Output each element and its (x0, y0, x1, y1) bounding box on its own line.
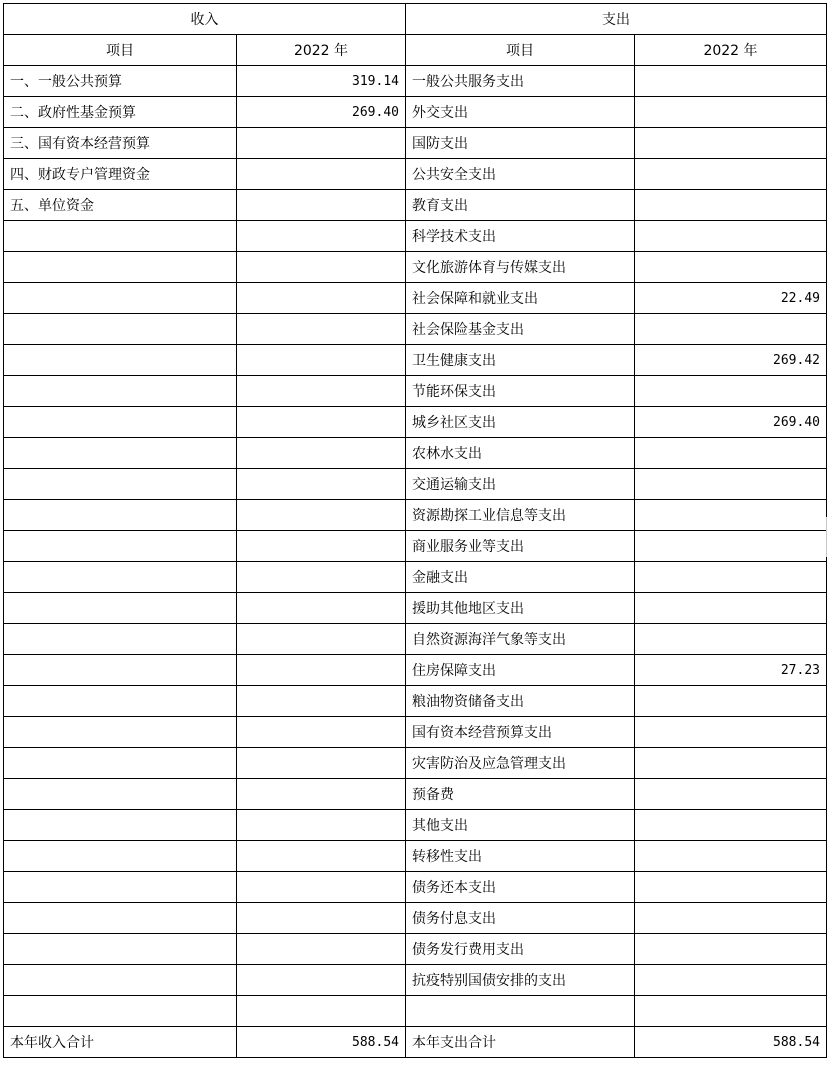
income-value-cell (237, 438, 406, 469)
table-row (4, 717, 827, 748)
totals-row (4, 1027, 827, 1058)
income-item-cell (4, 872, 237, 903)
income-year-header: 2022 年 (237, 35, 406, 66)
income-value-cell (237, 159, 406, 190)
expense-value-cell (635, 500, 827, 531)
income-value-cell (237, 965, 406, 996)
expense-value-cell: 22.49 (635, 283, 827, 314)
expense-value-cell (635, 748, 827, 779)
expense-value-cell (635, 872, 827, 903)
expense-item-header: 项目 (406, 35, 635, 66)
income-value-cell (237, 779, 406, 810)
income-value-cell (237, 810, 406, 841)
table-row (4, 841, 827, 872)
table-row (4, 314, 827, 345)
expense-item-cell: 其他支出 (406, 810, 635, 841)
income-value-cell (237, 345, 406, 376)
income-value-cell (237, 655, 406, 686)
expense-item-cell: 卫生健康支出 (406, 345, 635, 376)
budget-table (3, 3, 827, 1058)
expense-section-header: 支出 (406, 4, 827, 35)
expense-item-cell: 城乡社区支出 (406, 407, 635, 438)
expense-item-cell: 灾害防治及应急管理支出 (406, 748, 635, 779)
table-body (4, 66, 827, 1027)
income-item-cell (4, 314, 237, 345)
expense-item-cell: 债务还本支出 (406, 872, 635, 903)
expense-value-cell (635, 841, 827, 872)
income-value-cell: 269.40 (237, 97, 406, 128)
expense-item-cell: 教育支出 (406, 190, 635, 221)
expense-item-cell: 商业服务业等支出 (406, 531, 635, 562)
expense-item-cell: 资源勘探工业信息等支出 (406, 500, 635, 531)
expense-value-cell (635, 159, 827, 190)
table-row (4, 996, 827, 1027)
expense-item-cell: 社会保险基金支出 (406, 314, 635, 345)
expense-item-cell: 节能环保支出 (406, 376, 635, 407)
table-row (4, 593, 827, 624)
expense-value-cell (635, 314, 827, 345)
expense-item-cell: 科学技术支出 (406, 221, 635, 252)
income-value-cell (237, 872, 406, 903)
expense-value-cell (635, 593, 827, 624)
table-row (4, 376, 827, 407)
income-value-cell (237, 841, 406, 872)
income-value-cell (237, 252, 406, 283)
expense-item-cell: 援助其他地区支出 (406, 593, 635, 624)
income-item-cell (4, 252, 237, 283)
income-value-cell (237, 283, 406, 314)
income-value-cell (237, 221, 406, 252)
income-value-cell (237, 128, 406, 159)
income-value-cell (237, 469, 406, 500)
income-value-cell (237, 903, 406, 934)
expense-item-cell: 国有资本经营预算支出 (406, 717, 635, 748)
table-row (4, 686, 827, 717)
table-row (4, 872, 827, 903)
expense-value-cell (635, 934, 827, 965)
income-item-cell (4, 934, 237, 965)
expense-value-cell (635, 438, 827, 469)
expense-year-header: 2022 年 (635, 35, 827, 66)
income-value-cell (237, 748, 406, 779)
income-item-cell (4, 686, 237, 717)
expense-value-cell (635, 903, 827, 934)
expense-item-cell: 文化旅游体育与传媒支出 (406, 252, 635, 283)
expense-item-cell: 农林水支出 (406, 438, 635, 469)
table-row (4, 624, 827, 655)
income-item-cell (4, 531, 237, 562)
income-value-cell (237, 717, 406, 748)
expense-item-cell: 债务付息支出 (406, 903, 635, 934)
income-value-cell (237, 190, 406, 221)
table-row (4, 407, 827, 438)
table-row (4, 66, 827, 97)
expense-value-cell: 27.23 (635, 655, 827, 686)
income-item-cell (4, 996, 237, 1027)
table-row (4, 562, 827, 593)
income-total-label: 本年收入合计 (4, 1027, 237, 1058)
expense-value-cell (635, 128, 827, 159)
income-total-value: 588.54 (237, 1027, 406, 1058)
section-header-row (4, 4, 827, 35)
expense-item-cell (406, 996, 635, 1027)
table-row (4, 190, 827, 221)
expense-value-cell (635, 531, 827, 562)
income-value-cell (237, 562, 406, 593)
expense-item-cell: 外交支出 (406, 97, 635, 128)
income-value-cell (237, 500, 406, 531)
table-row (4, 438, 827, 469)
expense-item-cell: 社会保障和就业支出 (406, 283, 635, 314)
expense-value-cell (635, 624, 827, 655)
table-row (4, 934, 827, 965)
income-value-cell (237, 996, 406, 1027)
income-item-cell (4, 438, 237, 469)
expense-total-value: 588.54 (635, 1027, 827, 1058)
table-row (4, 748, 827, 779)
income-item-header: 项目 (4, 35, 237, 66)
expense-item-cell: 公共安全支出 (406, 159, 635, 190)
income-item-cell: 五、单位资金 (4, 190, 237, 221)
income-item-cell (4, 345, 237, 376)
income-item-cell: 二、政府性基金预算 (4, 97, 237, 128)
income-item-cell (4, 903, 237, 934)
table-row (4, 252, 827, 283)
expense-item-cell: 金融支出 (406, 562, 635, 593)
expense-item-cell: 国防支出 (406, 128, 635, 159)
expense-item-cell: 交通运输支出 (406, 469, 635, 500)
income-item-cell (4, 965, 237, 996)
income-item-cell (4, 624, 237, 655)
income-value-cell (237, 934, 406, 965)
income-item-cell (4, 407, 237, 438)
income-item-cell: 四、财政专户管理资金 (4, 159, 237, 190)
income-item-cell (4, 717, 237, 748)
table-row (4, 531, 827, 562)
expense-value-cell (635, 66, 827, 97)
income-item-cell (4, 841, 237, 872)
expense-item-cell: 预备费 (406, 779, 635, 810)
expense-value-cell (635, 190, 827, 221)
expense-value-cell (635, 252, 827, 283)
expense-item-cell: 住房保障支出 (406, 655, 635, 686)
income-item-cell (4, 221, 237, 252)
income-value-cell (237, 531, 406, 562)
expense-item-cell: 转移性支出 (406, 841, 635, 872)
table-row (4, 500, 827, 531)
income-item-cell (4, 562, 237, 593)
income-value-cell (237, 593, 406, 624)
table-row (4, 97, 827, 128)
expense-value-cell (635, 562, 827, 593)
income-item-cell (4, 810, 237, 841)
expense-value-cell (635, 376, 827, 407)
table-row (4, 810, 827, 841)
expense-value-cell: 269.42 (635, 345, 827, 376)
expense-value-cell (635, 996, 827, 1027)
income-item-cell (4, 779, 237, 810)
table-row (4, 128, 827, 159)
expense-value-cell (635, 965, 827, 996)
expense-value-cell (635, 469, 827, 500)
expense-value-cell (635, 97, 827, 128)
table-row (4, 965, 827, 996)
income-value-cell (237, 624, 406, 655)
income-value-cell (237, 314, 406, 345)
expense-value-cell (635, 810, 827, 841)
expense-item-cell: 一般公共服务支出 (406, 66, 635, 97)
expense-value-cell (635, 221, 827, 252)
table-row (4, 159, 827, 190)
table-row (4, 221, 827, 252)
expense-value-cell (635, 717, 827, 748)
income-section-header: 收入 (4, 4, 406, 35)
expense-item-cell: 自然资源海洋气象等支出 (406, 624, 635, 655)
income-item-cell: 三、国有资本经营预算 (4, 128, 237, 159)
income-value-cell (237, 686, 406, 717)
income-item-cell (4, 593, 237, 624)
income-item-cell (4, 469, 237, 500)
income-item-cell: 一、一般公共预算 (4, 66, 237, 97)
income-item-cell (4, 500, 237, 531)
table-row (4, 655, 827, 686)
expense-item-cell: 债务发行费用支出 (406, 934, 635, 965)
expense-total-label: 本年支出合计 (406, 1027, 635, 1058)
income-value-cell (237, 407, 406, 438)
income-item-cell (4, 376, 237, 407)
table-row (4, 469, 827, 500)
table-row (4, 903, 827, 934)
expense-value-cell (635, 686, 827, 717)
expense-item-cell: 抗疫特别国债安排的支出 (406, 965, 635, 996)
window-edge-mark (826, 517, 830, 557)
table-row (4, 345, 827, 376)
income-item-cell (4, 283, 237, 314)
expense-value-cell (635, 779, 827, 810)
income-value-cell (237, 376, 406, 407)
table-row (4, 779, 827, 810)
income-item-cell (4, 655, 237, 686)
table-row (4, 283, 827, 314)
column-header-row (4, 35, 827, 66)
income-item-cell (4, 748, 237, 779)
income-value-cell: 319.14 (237, 66, 406, 97)
expense-value-cell: 269.40 (635, 407, 827, 438)
expense-item-cell: 粮油物资储备支出 (406, 686, 635, 717)
